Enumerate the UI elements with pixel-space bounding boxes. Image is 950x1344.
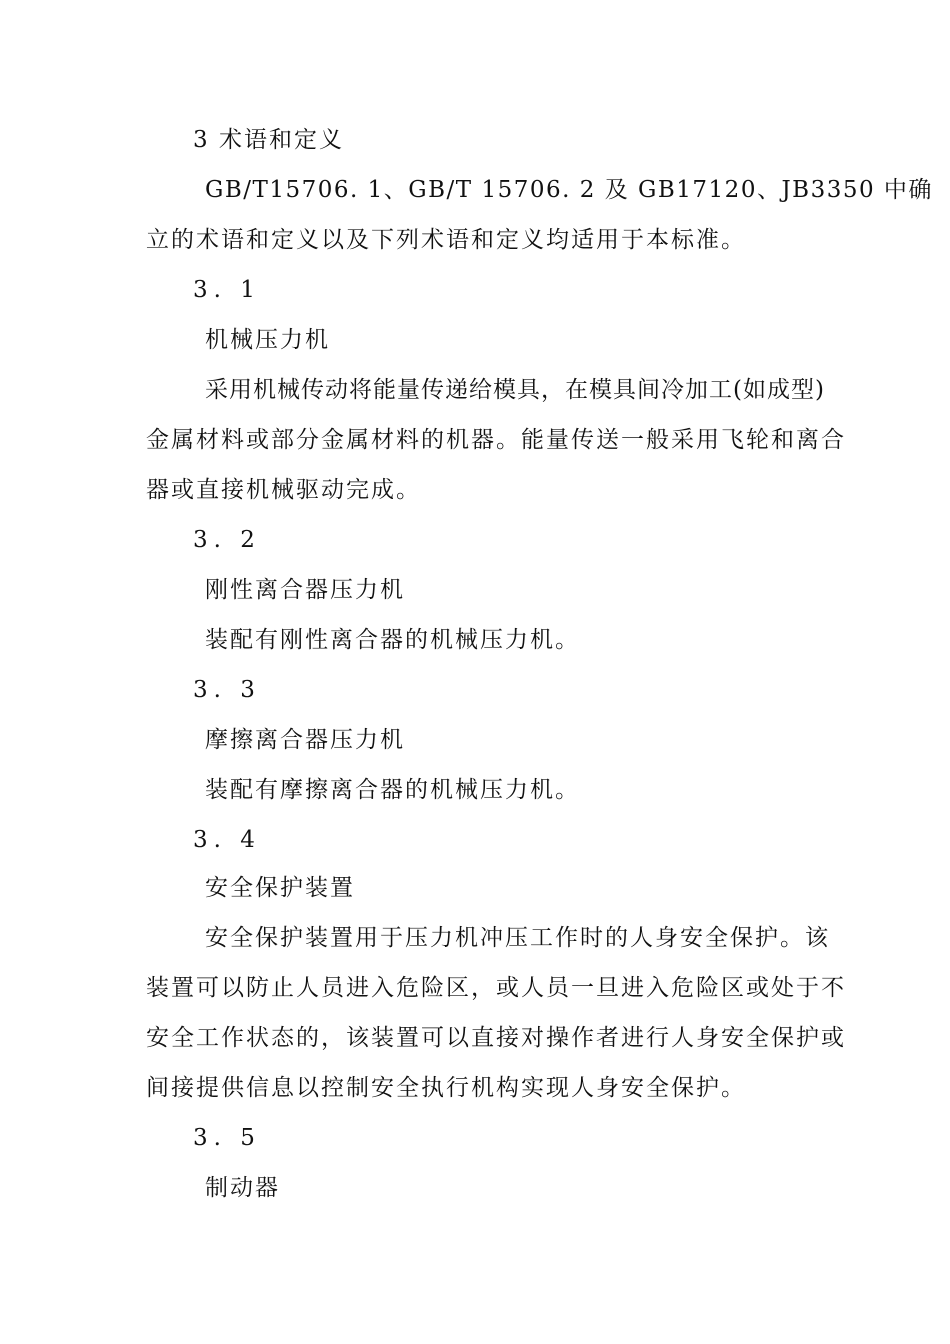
- term-title: 机械压力机: [205, 327, 330, 353]
- term-definition-line: 器或直接机械驱动完成。: [146, 477, 421, 503]
- intro-line-2: 立的术语和定义以及下列术语和定义均适用于本标准。: [146, 227, 746, 253]
- term-definition-line: 安全工作状态的，该装置可以直接对操作者进行人身安全保护或: [146, 1025, 846, 1051]
- term-definition-line: 装配有刚性离合器的机械压力机。: [205, 627, 580, 653]
- term-definition-line: 装置可以防止人员进入危险区，或人员一旦进入危险区或处于不: [146, 975, 846, 1001]
- term-number: 3. 1: [193, 277, 261, 303]
- term-title: 制动器: [205, 1175, 280, 1201]
- section-heading: 3 术语和定义: [193, 127, 344, 153]
- term-definition-line: 安全保护装置用于压力机冲压工作时的人身安全保护。该: [205, 925, 830, 951]
- term-definition-line: 装配有摩擦离合器的机械压力机。: [205, 777, 580, 803]
- term-title: 摩擦离合器压力机: [205, 727, 405, 753]
- term-number: 3. 5: [193, 1125, 261, 1151]
- term-number: 3. 4: [193, 827, 261, 853]
- term-definition-line: 间接提供信息以控制安全执行机构实现人身安全保护。: [146, 1075, 746, 1101]
- intro-line-1: GB/T15706. 1、GB/T 15706. 2 及 GB17120、JB3350 中确: [205, 177, 933, 203]
- term-title: 安全保护装置: [205, 875, 355, 901]
- term-definition-line: 金属材料或部分金属材料的机器。能量传送一般采用飞轮和离合: [146, 427, 846, 453]
- term-definition-line: 采用机械传动将能量传递给模具，在模具间冷加工(如成型): [205, 377, 825, 403]
- term-title: 刚性离合器压力机: [205, 577, 405, 603]
- term-number: 3. 2: [193, 527, 261, 553]
- term-number: 3. 3: [193, 677, 261, 703]
